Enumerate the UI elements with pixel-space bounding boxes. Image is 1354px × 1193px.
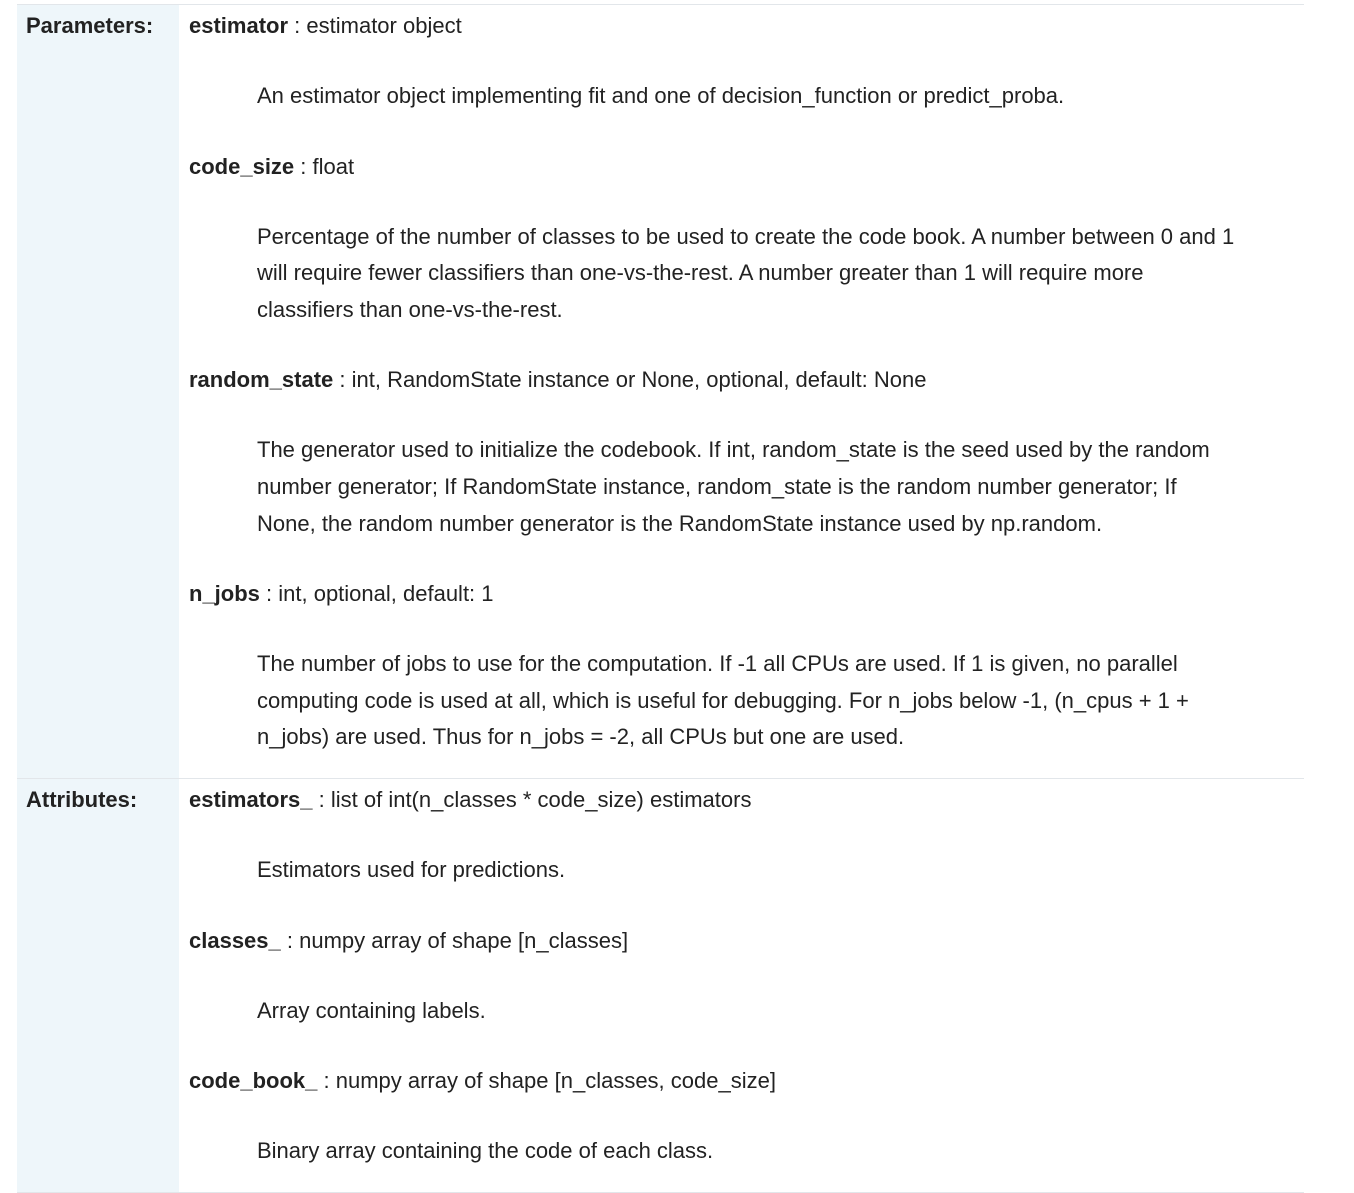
param-separator: : <box>333 367 352 393</box>
param-separator: : <box>317 1068 336 1094</box>
param-type: int, optional, default: 1 <box>278 581 494 607</box>
param-head <box>189 1067 1304 1095</box>
param-head <box>189 786 1304 814</box>
param-description: The number of jobs to use for the computation. If -1 all CPUs are used. If 1 is given, no parallel computing code is used at all, which is useful for debugging. For n_jobs below -1, (n_cpus + 1 + n_jobs) are used. Thus for n_jobs = -2, all CPUs but one are used. <box>257 651 1189 750</box>
param-n-jobs <box>189 580 1304 756</box>
param-name: estimators_ <box>189 786 313 812</box>
param-description: Array containing labels. <box>257 997 486 1023</box>
param-separator: : <box>280 927 300 953</box>
attributes-section <box>17 778 1304 1193</box>
attr-estimators <box>189 786 1304 889</box>
param-name: code_book_ <box>189 1068 318 1094</box>
section-label-cell <box>17 5 179 778</box>
field-list <box>17 4 1304 1193</box>
param-name: random_state <box>189 367 334 393</box>
param-name: code_size <box>189 153 295 179</box>
param-head <box>189 153 1304 181</box>
param-separator: : <box>294 153 313 179</box>
section-body <box>189 779 1304 1192</box>
param-separator: : <box>312 786 331 812</box>
param-type: numpy array of shape [n_classes, code_size] <box>335 1068 776 1094</box>
param-description: An estimator object implementing fit and one of decision_function or predict_proba. <box>257 83 1065 108</box>
param-head <box>189 580 1304 608</box>
param-random-state <box>189 366 1304 542</box>
param-code-size <box>189 153 1304 329</box>
param-separator: : <box>259 581 279 607</box>
param-name: classes_ <box>189 927 281 953</box>
param-description: The generator used to initialize the codebook. If int, random_state is the seed used by the random number generator; If RandomState instance, random_state is the random number generator; If None, the random number generator is the RandomState instance used by np.random. <box>257 437 1210 536</box>
attr-code-book <box>189 1067 1304 1170</box>
param-type: estimator object <box>306 13 462 38</box>
param-estimator <box>189 12 1304 115</box>
param-head <box>189 12 1304 40</box>
section-body <box>189 5 1304 778</box>
param-type: numpy array of shape [n_classes] <box>299 927 629 953</box>
param-type: list of int(n_classes * code_size) estimators <box>330 786 752 812</box>
section-label: Attributes: <box>26 786 138 812</box>
param-description: Percentage of the number of classes to be used to create the code book. A number between 0 and 1 will require fewer classifiers than one-vs-the-rest. A number greater than 1 will require more classifiers than one-vs-the-rest. <box>257 223 1235 322</box>
param-description: Binary array containing the code of each class. <box>257 1138 714 1164</box>
param-head <box>189 927 1304 955</box>
param-type: float <box>312 153 355 179</box>
attr-classes <box>189 927 1304 1030</box>
param-name: estimator <box>189 13 289 38</box>
param-type: int, RandomState instance or None, optional, default: None <box>351 367 927 393</box>
parameters-section <box>17 4 1304 778</box>
param-description: Estimators used for predictions. <box>257 856 566 882</box>
param-name: n_jobs <box>189 581 260 607</box>
section-label-cell <box>17 779 179 1192</box>
param-head <box>189 366 1304 394</box>
param-separator: : <box>288 13 307 38</box>
section-label: Parameters: <box>26 13 154 38</box>
